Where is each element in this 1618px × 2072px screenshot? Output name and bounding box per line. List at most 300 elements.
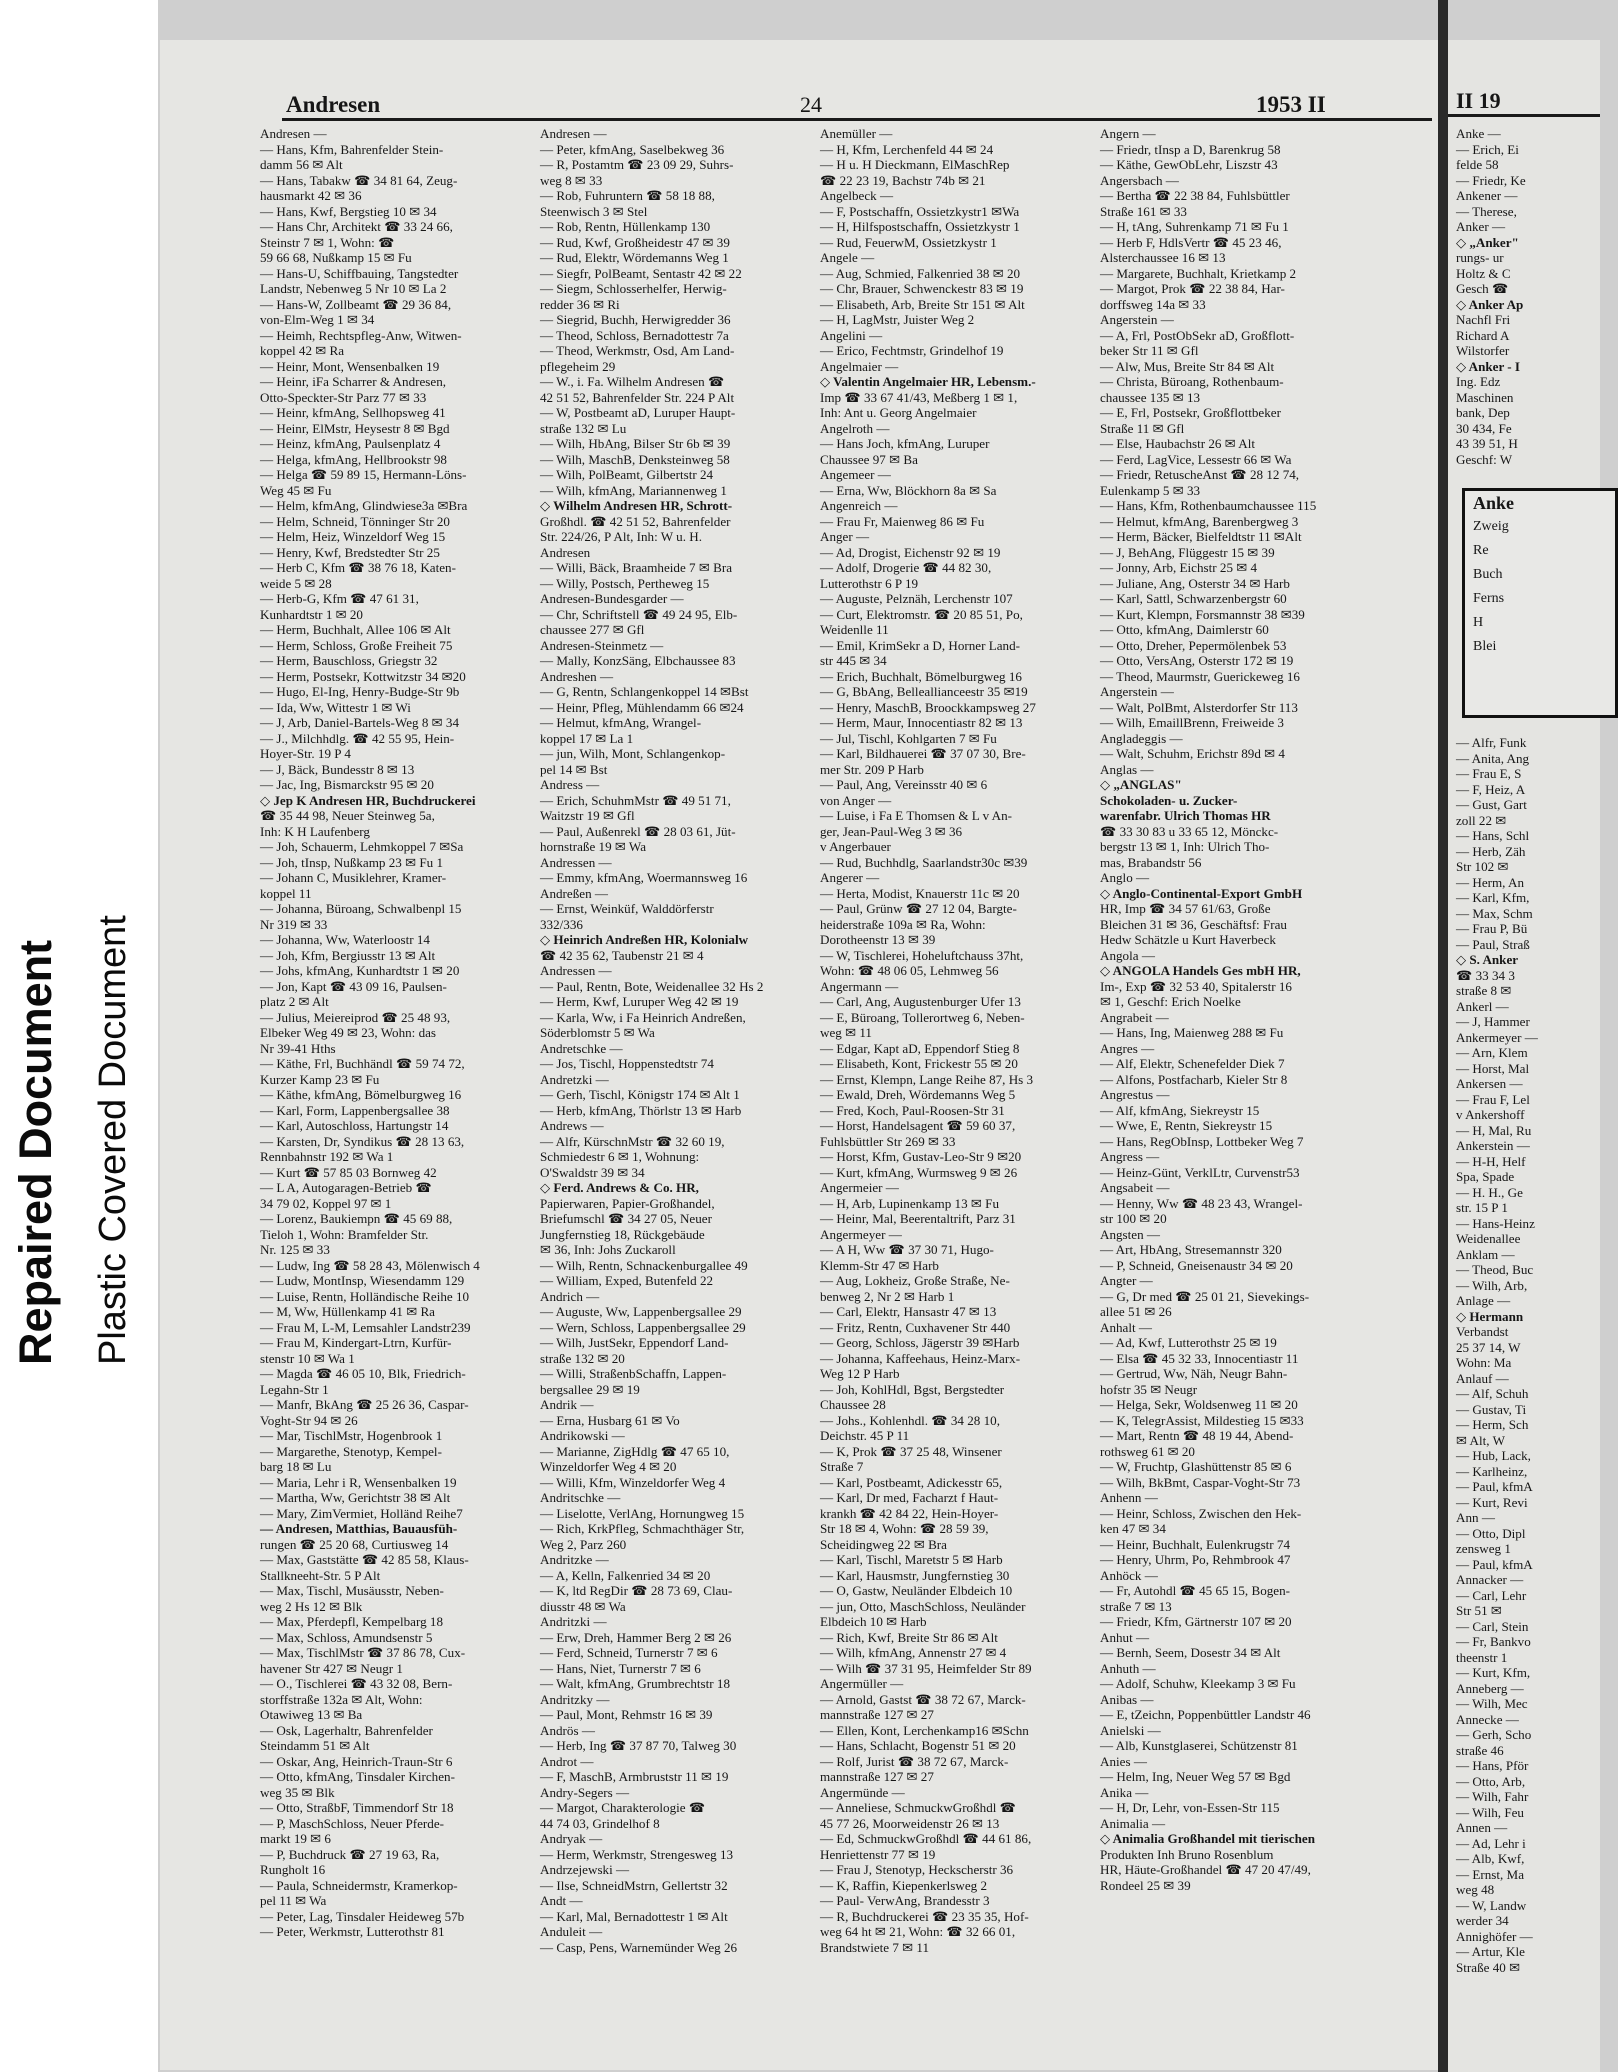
next-page-entry-line: straße 46 [1456,1742,1504,1758]
next-page-entry-line: — Arn, Klem [1456,1045,1528,1060]
directory-entry-line: — Hans, Kfm, Bahrenfelder Stein- [260,141,444,157]
next-page-entry-line: — Ad, Lehr i [1456,1835,1526,1851]
directory-entry-line: Rennbahnstr 192 ✉ Wa 1 [260,1149,394,1164]
next-page-entry-line: — Hub, Lack, [1456,1448,1531,1463]
directory-entry-line: — Chr, Schriftstell ☎ 49 24 95, Elb- [540,606,738,622]
directory-entry-line: — Walt, PolBmt, Alsterdorfer Str 113 [1100,699,1298,715]
directory-entry-line: — Wwe, E, Rentn, Siekreystr 15 [1100,1118,1273,1133]
directory-entry-line: — Paul, Mont, Rehmstr 16 ✉ 39 [540,1707,713,1722]
directory-entry-line: Anhalt — [1100,1319,1153,1335]
next-page-entry-line: — Frau F, Lel [1456,1091,1530,1107]
directory-entry-line: — Frau Fr, Maienweg 86 ✉ Fu [820,513,985,529]
directory-entry-line: mannstraße 127 ✉ 27 [820,1769,934,1784]
directory-entry-line: — E, Büroang, Tollerortweg 6, Neben- [820,1009,1025,1025]
directory-entry-line: — Karl, Hausmstr, Jungfernstieg 30 [820,1567,1010,1583]
directory-entry-line: ◇ Ferd. Andrews & Co. HR, [540,1180,699,1195]
directory-entry-line: — Walt, Schuhm, Erichstr 89d ✉ 4 [1100,746,1285,761]
directory-entry-line: — Hans Chr, Architekt ☎ 33 24 66, [260,219,453,234]
directory-entry-line: Anies — [1100,1753,1147,1769]
directory-entry-line: — Herm, Postsekr, Kottwitzstr 34 ✉20 [260,668,466,684]
advertisement-line: Blei [1473,639,1497,654]
directory-entry-line: Angres — [1100,1040,1155,1056]
next-page-entry-line: Anker — [1456,219,1506,234]
directory-entry-line: Angsten — [1100,1226,1161,1242]
directory-entry-line: — Karl, Autoschloss, Hartungstr 14 [260,1118,449,1133]
directory-entry-line: Angrestus — [1100,1087,1170,1102]
directory-entry-line: — Paula, Schneidermstr, Kramerkop- [260,1877,458,1893]
next-page-entry-line: — Otto, Arb, [1456,1773,1526,1789]
directory-entry-line: — Wilh, EmaillBrenn, Freiweide 3 [1100,715,1284,730]
directory-entry-line: — Bernh, Seem, Dosestr 34 ✉ Alt [1100,1645,1281,1660]
directory-entry-line: — Heimh, Rechtspfleg-Anw, Witwen- [260,327,462,343]
directory-entry-line: koppel 42 ✉ Ra [260,343,345,358]
directory-entry-line: Androt — [540,1753,594,1769]
directory-entry-line: pflegeheim 29 [540,358,616,374]
document-label-sidebar [0,0,158,2072]
directory-entry-line: storffstraße 132a ✉ Alt, Wohn: [260,1691,423,1707]
directory-entry-line: Andry-Segers — [540,1784,630,1800]
directory-entry-line: — Erna, Husbarg 61 ✉ Vo [540,1412,680,1428]
directory-entry-line: — Hans, Niet, Turnerstr 7 ✉ 6 [540,1660,701,1676]
directory-entry-line: Anglo — [1100,870,1150,885]
directory-entry-line: Weg 12 P Harb [820,1366,900,1381]
directory-entry-line: Anhenn — [1100,1490,1158,1505]
directory-entry-line: — Helm, Heiz, Winzeldorf Weg 15 [260,529,446,544]
directory-entry-line: Bleichen 31 ✉ 36, Geschäftsf: Frau [1100,916,1287,932]
directory-entry-line: hofstr 35 ✉ Neugr [1100,1381,1198,1397]
directory-entry-line: — Joh, Schauerm, Lehmkoppel 7 ✉Sa [260,839,464,854]
next-page-entry-line: — Herm, Sch [1456,1417,1529,1432]
directory-entry-line: ☎ 22 23 19, Bachstr 74b ✉ 21 [820,172,986,188]
directory-entry-line: — J, Arb, Daniel-Bartels-Weg 8 ✉ 34 [260,715,460,730]
page-year: 1953 II [1256,92,1326,117]
page-number: 24 [800,92,822,117]
next-page-entry-line: Anklam — [1456,1246,1515,1262]
next-page-entry-line: 43 39 51, H [1456,436,1518,451]
directory-entry-line: Dorotheenstr 13 ✉ 39 [820,932,936,947]
directory-entry-line: — William, Exped, Butenfeld 22 [540,1273,714,1288]
next-page-edge [1448,40,1600,2072]
directory-entry-line: Angola — [1100,947,1155,963]
directory-entry-line: — Max, Tischl, Musäusstr, Neben- [260,1583,444,1598]
directory-entry-line: straße 132 ✉ Lu [540,420,627,436]
directory-entry-line: — Hans-U, Schiffbauing, Tangstedter [260,265,459,281]
directory-entry-line: — Paul- VerwAng, Brandesstr 3 [820,1893,990,1908]
directory-entry-line: Angemeer — [820,467,891,482]
directory-entry-line: redder 36 ✉ Ri [540,296,620,312]
directory-entry-line: barg 18 ✉ Lu [260,1459,332,1474]
directory-entry-line: Hedw Schätzle u Kurt Haverbeck [1100,932,1276,947]
directory-entry-line: — Peter, kfmAng, Saselbekweg 36 [540,141,725,157]
directory-entry-line: — Alf, Elektr, Schenefelder Diek 7 [1100,1056,1285,1071]
directory-entry-line: — Paul, Rentn, Bote, Weidenallee 32 Hs 2 [540,978,764,994]
directory-entry-line: Anhut — [1100,1629,1150,1645]
next-page-entry-line: — Hans, Schl [1456,828,1530,843]
next-page-entry-line: ☎ 33 34 3 [1456,967,1515,983]
directory-entry-line: Angermann — [820,978,899,994]
directory-entry-line: Deichstr. 45 P 11 [820,1428,910,1443]
directory-entry-line: — Ewald, Dreh, Wördemanns Weg 5 [820,1087,1016,1102]
directory-entry-line: — Helga, kfmAng, Hellbrookstr 98 [260,451,447,467]
directory-entry-line: Chaussee 28 [820,1397,886,1412]
next-page-entry-line: — F, Heiz, A [1456,781,1526,797]
directory-entry-line: — Käthe, Frl, Buchhändl ☎ 59 74 72, [260,1056,465,1071]
directory-entry-line: Steenwisch 3 ✉ Stel [540,203,648,219]
directory-entry-line: Otawiweg 13 ✉ Ba [260,1707,363,1722]
directory-entry-line: Brandstwiete 7 ✉ 11 [820,1939,930,1955]
directory-entry-line: Angermeier — [820,1180,899,1195]
directory-entry-line: Legahn-Str 1 [260,1381,329,1397]
directory-entry-line: — Mar, TischlMstr, Hogenbrook 1 [260,1428,443,1443]
directory-entry-line: Kurzer Kamp 23 ✉ Fu [260,1071,380,1087]
directory-entry-line: — Manfr, BkAng ☎ 25 26 36, Caspar- [260,1397,469,1412]
next-page-entry-line: zensweg 1 [1456,1541,1511,1556]
directory-entry-line: — Heinr, Pfleg, Mühlendamm 66 ✉24 [540,699,744,715]
directory-entry-line: — Alfons, Postfacharb, Kieler Str 8 [1100,1071,1288,1087]
advertisement-line: Anke [1473,493,1515,513]
directory-entry-line: str 445 ✉ 34 [820,653,887,668]
directory-entry-line: — Erna, Ww, Blöckhorn 8a ✉ Sa [820,482,997,498]
directory-entry-line: — Theod, Maurmstr, Guerickeweg 16 [1100,668,1300,684]
directory-entry-line: — Ludw, MontInsp, Wiesendamm 129 [260,1273,465,1288]
next-page-entry-line: Ing. Edz [1456,374,1501,389]
directory-entry-line: Nr 39-41 Hths [260,1040,336,1056]
directory-entry-line: — Walt, kfmAng, Grumbrechtstr 18 [540,1676,730,1691]
directory-entry-line: Straße 161 ✉ 33 [1100,203,1187,219]
next-page-entry-line: Annecke — [1456,1711,1519,1727]
next-page-entry-line: — Herb, Zäh [1456,843,1526,859]
directory-entry-line: — Carl, Ang, Augustenburger Ufer 13 [820,994,1021,1009]
directory-entry-line: — Wilh, kfmAng, Mariannenweg 1 [540,482,727,498]
next-page-entry-line: Ankermeyer — [1456,1029,1538,1045]
directory-entry-line: — A H, Ww ☎ 37 30 71, Hugo- [820,1242,994,1257]
directory-entry-line: straße 7 ✉ 13 [1100,1598,1172,1614]
directory-entry-line: — Heinr, ElMstr, Heysestr 8 ✉ Bgd [260,420,450,436]
directory-entry-line: Angersbach — [1100,172,1179,188]
directory-entry-line: — Jonny, Arb, Eichstr 25 ✉ 4 [1100,560,1258,575]
next-page-entry-line: — Anita, Ang [1456,750,1530,766]
binding-gutter [1438,0,1448,2072]
directory-entry-line: — A, Frl, PostObSekr aD, Großflott- [1100,327,1295,343]
directory-entry-line: — G, Dr med ☎ 25 01 21, Sievekings- [1100,1288,1310,1304]
directory-entry-line: Großhdl. ☎ 42 51 52, Bahrenfelder [540,513,731,529]
directory-entry-line: ◇ Heinrich Andreßen HR, Kolonialw [540,932,749,947]
advertisement-line: Buch [1473,567,1503,582]
directory-entry-line: Andritzki — [540,1614,607,1629]
directory-entry-line: — Aug, Schmied, Falkenried 38 ✉ 20 [820,265,1021,281]
directory-entry-line: — Frau J, Stenotyp, Heckscherstr 36 [820,1862,1014,1877]
directory-entry-line: — Kurt, Klempn, Forsmannstr 38 ✉39 [1100,606,1305,622]
directory-entry-line: — Else, Haubachstr 26 ✉ Alt [1100,436,1255,451]
directory-entry-line: — Herb F, HdlsVertr ☎ 45 23 46, [1100,234,1282,250]
directory-entry-line: — Helmut, kfmAng, Wrangel- [540,715,702,730]
directory-entry-line: Angele — [820,250,875,265]
directory-entry-line: — Luise, Rentn, Holländische Reihe 10 [260,1288,470,1304]
directory-entry-line: Schmiedestr 6 ✉ 1, Wohnung: [540,1149,700,1164]
directory-entry-line: Angermeyer — [820,1226,902,1242]
directory-entry-line: — G, Rentn, Schlangenkoppel 14 ✉Bst [540,684,749,699]
next-page-entry-line: — Otto, Dipl [1456,1525,1526,1541]
directory-entry-line: — Adolf, Schuhw, Kleekamp 3 ✉ Fu [1100,1676,1296,1691]
directory-entry-line: Rondeel 25 ✉ 39 [1100,1877,1191,1893]
directory-entry-line: — W., i. Fa. Wilhelm Andresen ☎ [540,374,725,389]
directory-entry-line: Angress — [1100,1149,1160,1164]
directory-entry-line: — Wilh, Rentn, Schnackenburgallee 49 [540,1257,748,1273]
directory-entry-line: Fuhlsbüttler Str 269 ✉ 33 [820,1133,956,1149]
directory-entry-line: — Karsten, Dr, Syndikus ☎ 28 13 63, [260,1133,465,1149]
directory-entry-line: Angelbeck — [820,188,894,203]
directory-entry-line: — Paul, Außenrekl ☎ 28 03 61, Jüt- [540,823,736,839]
directory-entry-line: pel 11 ✉ Wa [260,1893,327,1908]
next-page-entry-line: v Ankershoff [1456,1107,1525,1122]
directory-entry-line: — Karl, Postbeamt, Adickesstr 65, [820,1474,1003,1490]
directory-entry-line: — Paul, Ang, Vereinsstr 40 ✉ 6 [820,777,988,792]
directory-entry-line: — Maria, Lehr i R, Wensenbalken 19 [260,1474,457,1490]
next-page-entry-line: Nachfl Fri [1456,312,1511,327]
directory-entry-line: — H, Hilfspostschaffn, Ossietzkystr 1 [820,219,1020,234]
directory-entry-line: — Max, TischlMstr ☎ 37 86 78, Cux- [260,1645,466,1660]
directory-entry-line: weg 64 ht ✉ 21, Wohn: ☎ 32 66 01, [820,1924,1016,1939]
next-page-entry-line: — Alb, Kwf, [1456,1851,1525,1866]
next-page-entry-line: Anke — [1456,126,1501,141]
directory-entry-line: Andt — [540,1893,583,1908]
directory-entry-line: — Friedr, RetuscheAnst ☎ 28 12 74, [1100,467,1300,482]
directory-entry-line: — P, Buchdruck ☎ 27 19 63, Ra, [260,1846,440,1862]
directory-entry-line: Elbdeich 10 ✉ Harb [820,1614,927,1629]
plastic-covered-document-label: Plastic Covered Document [92,915,134,1365]
directory-entry-line: — Horst, Kfm, Gustav-Leo-Str 9 ✉20 [820,1149,1022,1164]
advertisement-line: Re [1473,543,1489,558]
directory-entry-line: Schokoladen- u. Zucker- [1100,792,1238,808]
directory-entry-line: — Otto, kfmAng, Tinsdaler Kirchen- [260,1769,455,1784]
directory-entry-line: — Hans-W, Zollbeamt ☎ 29 36 84, [260,296,452,312]
next-page-entry-line: — H-H, Helf [1456,1153,1526,1169]
directory-entry-line: — R, Postamtm ☎ 23 09 29, Suhrs- [540,157,734,172]
directory-entry-line: — Henry, MaschB, Broockkampsweg 27 [820,699,1036,715]
next-page-entry-line: — Carl, Stein [1456,1618,1529,1634]
next-page-header-rule [1448,114,1600,117]
directory-entry-line: — Frau M, L-M, Lemsahler Landstr239 [260,1319,471,1335]
directory-entry-line: — Luise, i Fa E Thomsen & L v An- [820,808,1013,823]
directory-entry-line: — Lorenz, Baukiempn ☎ 45 69 88, [260,1211,453,1226]
directory-entry-line: — Erich, SchuhmMstr ☎ 49 51 71, [540,792,731,808]
directory-entry-line: — Alf, kfmAng, Siekreystr 15 [1100,1102,1260,1118]
directory-entry-line: — jun, Otto, MaschSchloss, Neuländer [820,1598,1026,1614]
directory-entry-line: — Rob, Fuhruntern ☎ 58 18 88, [540,188,715,203]
directory-entry-line: Andrikowski — [540,1428,625,1443]
next-page-entry-line: — Frau P, Bü [1456,921,1528,936]
directory-entry-line: — O., Tischlerei ☎ 43 32 08, Bern- [260,1676,453,1691]
next-page-entry-line: — Karlheinz, [1456,1463,1528,1479]
directory-entry-line: — H, LagMstr, Juister Weg 2 [820,312,975,327]
directory-entry-line: Inh: Ant u. Georg Angelmaier [820,405,977,420]
directory-entry-line: — Casp, Pens, Warnemünder Weg 26 [540,1939,738,1955]
directory-column-1 [260,126,536,1939]
directory-entry-line: ger, Jean-Paul-Weg 3 ✉ 36 [820,823,963,839]
directory-entry-line: ◇ Anglo-Continental-Export GmbH [1100,885,1303,901]
directory-entry-line: Anibas — [1100,1691,1154,1707]
directory-entry-line: — Herm, Bauschloss, Griegstr 32 [260,653,438,668]
directory-entry-line: — Jos, Tischl, Hoppenstedtstr 74 [540,1056,714,1071]
directory-entry-line: — Hans, RegObInsp, Lottbeker Weg 7 [1100,1133,1304,1149]
directory-entry-line: — Emil, KrimSekr a D, Horner Land- [820,637,1020,653]
directory-entry-line: ✉ 1, Geschf: Erich Noelke [1100,994,1241,1009]
directory-entry-line: — Ferd, Schneid, Turnerstr 7 ✉ 6 [540,1645,718,1660]
directory-column-2 [540,126,816,1955]
next-page-entry-line: — W, Landw [1456,1897,1527,1913]
directory-entry-line: — Rud, Elektr, Wördemanns Weg 1 [540,250,729,265]
next-page-entry-line: zoll 22 ✉ [1456,812,1507,828]
directory-entry-line: Otto-Speckter-Str Parz 77 ✉ 33 [260,389,427,405]
directory-entry-line: mannstraße 127 ✉ 27 [820,1707,934,1722]
directory-entry-line: — Rud, Kwf, Großheidestr 47 ✉ 39 [540,234,730,250]
directory-entry-line: — Helm, Schneid, Tönninger Str 20 [260,513,450,529]
next-page-entry-line: — Paul, kfmA [1456,1479,1533,1494]
directory-entry-line: Steindamm 51 ✉ Alt [260,1738,370,1753]
directory-entry-line: — Fr, Autohdl ☎ 45 65 15, Bogen- [1100,1583,1291,1598]
directory-entry-line: koppel 11 [260,885,312,901]
directory-entry-line: Produkten Inh Bruno Rosenblum [1100,1846,1274,1862]
directory-entry-line: — Wilh ☎ 37 31 95, Heimfelder Str 89 [820,1660,1032,1676]
directory-entry-line: damm 56 ✉ Alt [260,157,343,172]
next-page-entry-line: straße 8 ✉ [1456,983,1512,998]
next-page-entry-line: — Max, Schm [1456,905,1533,921]
directory-entry-line: Voght-Str 94 ✉ 26 [260,1412,358,1428]
next-page-entry-line: — H. H., Ge [1456,1184,1523,1200]
directory-entry-line: beker Str 11 ✉ Gfl [1100,343,1199,358]
directory-entry-line: — Rich, KrkPfleg, Schmachthäger Str, [540,1521,745,1536]
directory-entry-line: — Heinz-Günt, VerklLtr, Curvenstr53 [1100,1164,1300,1180]
directory-entry-line: Angladeggis — [1100,730,1183,746]
directory-entry-line: Andretzki — [540,1071,609,1087]
page-header-name: Andresen [286,92,381,117]
directory-entry-line: ◇ Wilhelm Andresen HR, Schrott- [540,498,733,513]
directory-entry-line: — Carl, Elektr, Hansastr 47 ✉ 13 [820,1304,997,1319]
directory-entry-line: heiderstraße 109a ✉ Ra, Wohn: [820,916,986,932]
directory-entry-line: straße 132 ✉ 20 [540,1350,625,1366]
directory-entry-line: weide 5 ✉ 28 [260,575,332,591]
next-page-entry-line: Ankersen — [1456,1076,1523,1091]
directory-entry-line: Klemm-Str 47 ✉ Harb [820,1257,939,1273]
directory-entry-line: — Karla, Ww, i Fa Heinrich Andreßen, [540,1009,746,1025]
directory-entry-line: Tieloh 1, Wohn: Bramfelder Str. [260,1226,429,1242]
directory-entry-line: — Gertrud, Ww, Näh, Neugr Bahn- [1100,1366,1288,1381]
directory-entry-line: ken 47 ✉ 34 [1100,1521,1166,1536]
directory-entry-line: — Jul, Tischl, Kohlgarten 7 ✉ Fu [820,730,997,746]
next-page-entry-line: — Erich, Ei [1456,141,1519,157]
next-page-entry-line: — Kurt, Kfm, [1456,1665,1531,1680]
next-page-entry-line: Ann — [1456,1510,1495,1525]
next-page-entry-line: ◇ Anker Ap [1456,296,1524,312]
directory-entry-line: — Wern, Schloss, Lappenbergsallee 29 [540,1319,746,1335]
directory-entry-line: weg 35 ✉ Blk [260,1784,335,1800]
directory-entry-line: Wohn: ☎ 48 06 05, Lehmweg 56 [820,963,999,978]
directory-entry-line: Andresen — [260,126,327,141]
directory-entry-line: — W, Fruchtp, Glashüttenstr 85 ✉ 6 [1100,1459,1292,1474]
directory-entry-line: — Helga, Sekr, Woldsenweg 11 ✉ 20 [1100,1397,1298,1412]
next-page-entry-line: Anlage — [1456,1293,1511,1308]
directory-entry-line: allee 51 ✉ 26 [1100,1304,1172,1319]
directory-entry-line: warenfabr. Ulrich Thomas HR [1100,808,1271,823]
directory-entry-line: Angerer — [820,870,880,885]
directory-entry-line: — Otto, kfmAng, Daimlerstr 60 [1100,622,1269,637]
directory-entry-line: Elbeker Weg 49 ✉ 23, Wohn: das [260,1025,437,1040]
directory-entry-line: — Herm, Werkmstr, Strengesweg 13 [540,1846,734,1862]
next-page-entry-line: str. 15 P 1 [1456,1200,1508,1215]
directory-entry-line: — Hans, Tabakw ☎ 34 81 64, Zeug- [260,172,458,188]
next-page-entry-line: — Herm, An [1456,874,1525,890]
directory-entry-line: Angermüller — [820,1676,904,1691]
directory-entry-line: — Rolf, Jurist ☎ 38 72 67, Marck- [820,1753,1009,1769]
directory-entry-line: — K, TelegrAssist, Mildestieg 15 ✉33 [1100,1412,1304,1428]
next-page-entry-line: Geschf: W [1456,451,1513,467]
directory-entry-line: — Johanna, Büroang, Schwalbenpl 15 [260,901,462,916]
directory-entry-line: — Ferd, LagVice, Lessestr 66 ✉ Wa [1100,451,1292,467]
directory-entry-line: — Curt, Elektromstr. ☎ 20 85 51, Po, [820,606,1023,622]
directory-entry-line: — Wilh, BkBmt, Caspar-Voght-Str 73 [1100,1474,1301,1490]
directory-entry-line: ☎ 33 30 83 u 33 65 12, Mönckc- [1100,823,1279,839]
directory-entry-line: — Adolf, Drogerie ☎ 44 82 30, [820,560,992,575]
next-page-entry-line: Weidenallee [1456,1231,1521,1246]
directory-entry-line: Angermünde — [820,1784,905,1800]
directory-entry-line: — K, Raffin, Kiepenkerlsweg 2 [820,1877,988,1893]
directory-entry-line: — Hugo, El-Ing, Henry-Budge-Str 9b [260,684,460,699]
directory-entry-line: — Herb, Ing ☎ 37 87 70, Talweg 30 [540,1738,737,1753]
directory-entry-line: — Theod, Schloss, Bernadottestr 7a [540,327,729,343]
next-page-entry-line: — Paul, Straß [1456,936,1530,952]
directory-entry-line: — Herb-G, Kfm ☎ 47 61 31, [260,591,419,606]
directory-entry-line: Kunhardtstr 1 ✉ 20 [260,606,363,622]
next-page-entry-line: Holtz & C [1456,265,1511,281]
directory-entry-line: Anika — [1100,1784,1149,1800]
directory-entry-line: Andrews — [540,1118,604,1133]
directory-entry-line: ☎ 35 44 98, Neuer Steinweg 5a, [260,808,435,823]
advertisement-line: H [1473,615,1484,630]
directory-entry-line: Imp ☎ 33 67 41/43, Meßberg 1 ✉ 1, [820,389,1018,405]
directory-entry-line: — Alw, Mus, Breite Str 84 ✉ Alt [1100,358,1275,374]
directory-entry-line: — Emmy, kfmAng, Woermannsweg 16 [540,870,748,885]
directory-entry-line: mas, Brabandstr 56 [1100,854,1202,870]
directory-entry-line: — Henry, Uhrm, Po, Rehmbrook 47 [1100,1552,1291,1567]
directory-entry-line: — Alb, Kunstglaserei, Schützenstr 81 [1100,1738,1298,1753]
next-page-entry-line: — Fr, Bankvo [1456,1634,1531,1649]
directory-entry-line: — Elisabeth, Kont, Frickestr 55 ✉ 20 [820,1056,1018,1071]
directory-entry-line: — Heinr, iFa Scharrer & Andresen, [260,374,447,389]
directory-entry-line: — Ad, Kwf, Lutterothstr 25 ✉ 19 [1100,1335,1277,1350]
directory-entry-line: Anhöck — [1100,1567,1158,1583]
directory-entry-line: Söderblomstr 5 ✉ Wa [540,1025,655,1040]
directory-entry-line: — Martha, Ww, Gerichtstr 38 ✉ Alt [260,1490,451,1505]
directory-entry-line: — Willy, Postsch, Pertheweg 15 [540,575,710,591]
directory-entry-line: O'Swaldstr 39 ✉ 34 [540,1164,645,1180]
directory-entry-line: Andrich — [540,1288,600,1304]
directory-entry-line: — Anneliese, SchmuckwGroßhdl ☎ [820,1800,1016,1815]
directory-entry-line: Andresen-Steinmetz — [540,637,664,653]
directory-entry-line: rungen ☎ 25 20 68, Curtiusweg 14 [260,1536,449,1552]
directory-entry-line: — F, Postschaffn, Ossietzkystr1 ✉Wa [820,203,1020,219]
directory-entry-line: Chaussee 97 ✉ Ba [820,451,918,467]
directory-entry-line: — E, tZeichn, Poppenbüttler Landstr 46 [1100,1707,1311,1722]
next-page-entry-line: 30 434, Fe [1456,420,1512,436]
directory-entry-line: — Wilh, MaschB, Denksteinweg 58 [540,451,730,467]
directory-entry-line: — Erico, Fechtmstr, Grindelhof 19 [820,343,1004,358]
directory-entry-line: — H u. H Dieckmann, ElMaschRep [820,157,1010,172]
next-page-entry-line: — Artur, Kle [1456,1944,1525,1959]
directory-entry-line: Angerstein — [1100,684,1174,699]
next-page-entry-line: Annacker — [1456,1572,1524,1587]
directory-entry-line: Andreßen — [540,885,608,901]
directory-entry-line: Angelini — [820,327,883,343]
